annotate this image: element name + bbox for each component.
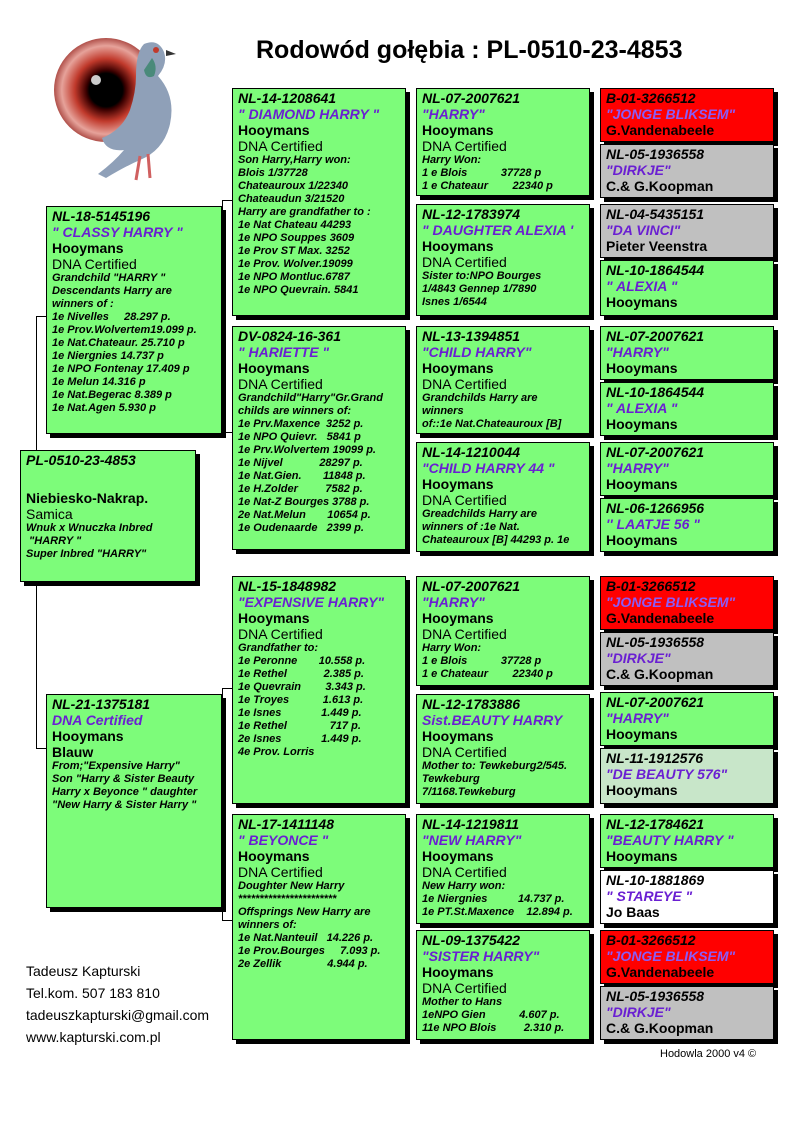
note: Harry Won: (422, 154, 482, 166)
great-grandparent-card (416, 694, 590, 804)
note: 1 e Blois 37728 p (422, 655, 542, 667)
owner: Hooymans (422, 610, 494, 626)
ring-number: B-01-3266512 (606, 932, 696, 948)
ancestor-card (600, 870, 774, 924)
note: 1e Prv.Maxence 3252 p. (238, 418, 364, 430)
note: 1 e Chateaur 22340 p (422, 180, 553, 192)
note: 1e Rethel 717 p. (238, 720, 361, 732)
pigeon-name: "BEAUTY HARRY " (606, 832, 734, 848)
contact-email[interactable]: tadeuszkapturski@gmail.com (26, 1007, 210, 1023)
sire-note: Descendants Harry are (52, 285, 172, 297)
dna-certified: DNA Certified (238, 376, 323, 392)
great-grandparent-card (416, 576, 590, 686)
ancestor-card (600, 692, 774, 746)
note: Mother to: Tewkeburg2/545. (422, 760, 568, 772)
note: 1e Troyes 1.613 p. (238, 694, 364, 706)
sire-note: 1e Nat.Begerac 8.389 p (52, 389, 172, 401)
note: 1e Nat Chateau 44293 (238, 219, 352, 231)
ring-number: NL-07-2007621 (422, 578, 521, 594)
note: 1e NPO Quievr. 5841 p (238, 431, 361, 443)
pigeon-name: "SISTER HARRY" (422, 948, 540, 964)
note: 1e Nat.Gien. 11848 p. (238, 470, 366, 482)
note: 1 e Chateaur 22340 p (422, 668, 553, 680)
owner: Hooymans (238, 610, 310, 626)
pigeon-name: " HARIETTE " (238, 344, 330, 360)
dna-certified: DNA Certified (422, 626, 507, 642)
subject-note: Wnuk x Wnuczka Inbred (26, 522, 153, 534)
pigeon-name: "DA VINCI" (606, 222, 681, 238)
dam-ring-number: NL-21-1375181 (52, 696, 151, 712)
ring-number: NL-17-1411148 (238, 816, 334, 832)
pigeon-name: " ALEXIA " (606, 400, 678, 416)
owner: C.& G.Koopman (606, 666, 714, 682)
contact-name: Tadeusz Kapturski (26, 963, 141, 979)
ancestor-card (600, 498, 774, 552)
ring-number: NL-12-1784621 (606, 816, 705, 832)
ring-number: NL-07-2007621 (606, 694, 705, 710)
page-title: Rodowód gołębia : PL-0510-23-4853 (256, 36, 683, 64)
note: 1e H.Zolder 7582 p. (238, 483, 363, 495)
footer-version: Hodowla 2000 v4 © (660, 1048, 757, 1060)
sire-note: winners of : (52, 298, 114, 310)
pigeon-with-eye-icon (48, 36, 196, 186)
ancestor-card (600, 260, 774, 316)
ring-number: NL-12-1783974 (422, 206, 521, 222)
pigeon-name: "DIRKJE" (606, 162, 671, 178)
great-grandparent-card (416, 88, 590, 196)
pigeon-name: "HARRY" (606, 710, 669, 726)
ring-number: NL-07-2007621 (606, 328, 705, 344)
sire-ring-number: NL-18-5145196 (52, 208, 151, 224)
ancestor-card (600, 382, 774, 436)
contact-phone: Tel.kom. 507 183 810 (26, 985, 160, 1001)
note: Greadchilds Harry are (422, 508, 537, 520)
ring-number: NL-05-1936558 (606, 146, 705, 162)
pigeon-name: "CHILD HARRY" (422, 344, 532, 360)
note: Blois 1/37728 (238, 167, 308, 179)
ring-number: B-01-3266512 (606, 578, 696, 594)
ring-number: NL-11-1912576 (606, 750, 704, 766)
note: Offsprings New Harry are (238, 906, 371, 918)
pigeon-name: "HARRY" (606, 460, 669, 476)
owner: Hooymans (606, 848, 678, 864)
dam-card (46, 694, 222, 908)
note: Chateauroux [B] 44293 p. 1e (422, 534, 570, 546)
ring-number: NL-14-1219811 (422, 816, 520, 832)
ring-number: NL-05-1936558 (606, 634, 705, 650)
note: 1e Peronne 10.558 p. (238, 655, 366, 667)
pigeon-name: "DIRKJE" (606, 1004, 671, 1020)
subject-note: "HARRY " (26, 535, 82, 547)
sire-card (46, 206, 222, 434)
note: 4e Prov. Lorris (238, 746, 315, 758)
dna-certified: DNA Certified (422, 254, 507, 270)
note: 1e Niergnies 14.737 p. (422, 893, 565, 905)
note: 1e NPO Montluc.6787 (238, 271, 350, 283)
pigeon-name: Sist.BEAUTY HARRY (422, 712, 563, 728)
dna-certified: DNA Certified (422, 744, 507, 760)
owner: Hooymans (238, 848, 310, 864)
ring-number: DV-0824-16-361 (238, 328, 341, 344)
pigeon-name: " BEYONCE " (238, 832, 329, 848)
owner: Hooymans (606, 532, 678, 548)
note: 1/4843 Gennep 1/7890 (422, 283, 537, 295)
note: Sister to:NPO Bourges (422, 270, 542, 282)
pigeon-name: " ALEXIA " (606, 278, 678, 294)
pigeon-name: "DE BEAUTY 576" (606, 766, 728, 782)
sire-note: 1e Prov.Wolvertem19.099 p. (52, 324, 197, 336)
note: 11e NPO Blois 2.310 p. (422, 1022, 565, 1034)
owner: Hooymans (422, 728, 494, 744)
owner: Hooymans (422, 964, 494, 980)
ring-number: NL-13-1394851 (422, 328, 521, 344)
owner: Hooymans (238, 122, 310, 138)
sire-owner: Hooymans (52, 240, 124, 256)
note: Chateauroux 1/22340 (238, 180, 349, 192)
sire-note: Grandchild "HARRY " (52, 272, 166, 284)
pigeon-name: " STAREYE " (606, 888, 693, 904)
dna-certified: DNA Certified (422, 980, 507, 996)
note: 1e Isnes 1.449 p. (238, 707, 362, 719)
note: winners of :1e Nat. (422, 521, 520, 533)
note: Doughter New Harry (238, 880, 345, 892)
ring-number: NL-07-2007621 (422, 90, 521, 106)
great-grandparent-card (416, 930, 590, 1040)
note: 1e Quevrain 3.343 p. (238, 681, 366, 693)
note: 1e Rethel 2.385 p. (238, 668, 364, 680)
note: 1e Prv.Wolvertem 19099 p. (238, 444, 376, 456)
ancestor-card (600, 814, 774, 868)
ring-number: NL-10-1864544 (606, 262, 705, 278)
note: of::1e Nat.Chateauroux [B] (422, 418, 562, 430)
note: 1 e Blois 37728 p (422, 167, 542, 179)
owner: Hooymans (606, 782, 678, 798)
owner: Hooymans (606, 294, 678, 310)
pigeon-name: "HARRY" (606, 344, 669, 360)
owner: Hooymans (606, 416, 678, 432)
note: 1e Nat.Nanteuil 14.226 p. (238, 932, 374, 944)
pigeon-name: "JONGE BLIKSEM" (606, 106, 736, 122)
ancestor-card (600, 326, 774, 380)
note: Harry are grandfather to : (238, 206, 371, 218)
owner: Pieter Veenstra (606, 238, 708, 254)
great-grandparent-card (416, 442, 590, 552)
ring-number: NL-14-1210044 (422, 444, 521, 460)
ring-number: NL-06-1266956 (606, 500, 705, 516)
sire-note: 1e Melun 14.316 p (52, 376, 146, 388)
ancestor-card (600, 442, 774, 496)
note: winners of: (238, 919, 297, 931)
owner: Hooymans (606, 360, 678, 376)
owner: G.Vandenabeele (606, 964, 715, 980)
subject-ring-number: PL-0510-23-4853 (26, 452, 136, 468)
ring-number: B-01-3266512 (606, 90, 696, 106)
dam-owner: Hooymans (52, 728, 124, 744)
ancestor-card (600, 986, 774, 1040)
dna-certified: DNA Certified (238, 864, 323, 880)
owner: G.Vandenabeele (606, 610, 715, 626)
subject-pigeon-card (20, 450, 196, 582)
ring-number: NL-15-1848982 (238, 578, 337, 594)
note: winners (422, 405, 464, 417)
note: 1eNPO Gien 4.607 p. (422, 1009, 560, 1021)
ancestor-card (600, 748, 774, 804)
dna-certified: DNA Certified (238, 138, 323, 154)
ring-number: NL-04-5435151 (606, 206, 705, 222)
dam-color: Blauw (52, 744, 94, 760)
note: 2e Nat.Melun 10654 p. (238, 509, 371, 521)
grandparent-card (232, 814, 406, 1040)
dam-note: Harry x Beyonce " daughter (52, 786, 198, 798)
sire-note: 1e NPO Fontenay 17.409 p (52, 363, 190, 375)
note: New Harry won: (422, 880, 506, 892)
note: Tewkeburg (422, 773, 480, 785)
great-grandparent-card (416, 326, 590, 434)
pigeon-name: "EXPENSIVE HARRY" (238, 594, 385, 610)
ancestor-card (600, 930, 774, 984)
contact-website[interactable]: www.kapturski.com.pl (26, 1029, 161, 1045)
dna-certified: DNA Certified (422, 138, 507, 154)
dna-certified: DNA Certified (422, 376, 507, 392)
sire-name: " CLASSY HARRY " (52, 224, 183, 240)
note: Chateaudun 3/21520 (238, 193, 345, 205)
ring-number: NL-07-2007621 (606, 444, 705, 460)
dam-note: "New Harry & Sister Harry " (52, 799, 197, 811)
ring-number: NL-09-1375422 (422, 932, 521, 948)
owner: Jo Baas (606, 904, 660, 920)
note: Grandchild"Harry"Gr.Grand (238, 392, 383, 404)
ring-number: NL-10-1881869 (606, 872, 705, 888)
owner: G.Vandenabeele (606, 122, 715, 138)
note: childs are winners of: (238, 405, 352, 417)
note: Grandchilds Harry are (422, 392, 538, 404)
pigeon-name: "NEW HARRY" (422, 832, 522, 848)
owner: Hooymans (606, 726, 678, 742)
note: *********************** (238, 893, 337, 905)
owner: Hooymans (422, 360, 494, 376)
pigeon-name: " DAUGHTER ALEXIA ' (422, 222, 574, 238)
note: 1e Nijvel 28297 p. (238, 457, 363, 469)
great-grandparent-card (416, 814, 590, 924)
dna-certified: DNA Certified (422, 492, 507, 508)
dam-note: From;"Expensive Harry" (52, 760, 180, 772)
pigeon-name: "CHILD HARRY 44 " (422, 460, 555, 476)
note: Harry Won: (422, 642, 482, 654)
note: 1e Nat-Z Bourges 3788 p. (238, 496, 370, 508)
sire-note: 1e Nat.Chateaur. 25.710 p (52, 337, 185, 349)
subject-color: Niebiesko-Nakrap. (26, 490, 149, 506)
owner: Hooymans (422, 848, 494, 864)
pigeon-name: "JONGE BLIKSEM" (606, 948, 736, 964)
pigeon-name: " DIAMOND HARRY " (238, 106, 380, 122)
note: 1e PT.St.Maxence 12.894 p. (422, 906, 573, 918)
sire-dna: DNA Certified (52, 256, 137, 272)
ancestor-card (600, 576, 774, 630)
dam-note: Son "Harry & Sister Beauty (52, 773, 195, 785)
note: 1e NPO Quevrain. 5841 (238, 284, 359, 296)
note: Isnes 1/6544 (422, 296, 487, 308)
owner: C.& G.Koopman (606, 1020, 714, 1036)
pigeon-name: "HARRY" (422, 106, 485, 122)
grandparent-card (232, 326, 406, 550)
grandparent-card (232, 576, 406, 804)
ring-number: NL-14-1208641 (238, 90, 337, 106)
pigeon-name: "HARRY" (422, 594, 485, 610)
ring-number: NL-05-1936558 (606, 988, 705, 1004)
dam-name: DNA Certified (52, 712, 143, 728)
contact-block (26, 960, 209, 1048)
subject-sex: Samica (26, 506, 73, 522)
subject-note: Super Inbred "HARRY" (26, 548, 147, 560)
owner: Hooymans (422, 122, 494, 138)
owner: Hooymans (422, 476, 494, 492)
sire-note: 1e Nivelles 28.297 p. (52, 311, 171, 323)
pigeon-name: "JONGE BLIKSEM" (606, 594, 736, 610)
ancestor-card (600, 88, 774, 142)
note: 1e Oudenaarde 2399 p. (238, 522, 364, 534)
pigeon-name: "DIRKJE" (606, 650, 671, 666)
note: 1e Prov. Wolver.19099 (238, 258, 353, 270)
note: Son Harry,Harry won: (238, 154, 351, 166)
ring-number: NL-10-1864544 (606, 384, 705, 400)
ancestor-card (600, 632, 774, 686)
dna-certified: DNA Certified (422, 864, 507, 880)
pigeon-name: '' LAATJE 56 " (606, 516, 700, 532)
note: Mother to Hans (422, 996, 503, 1008)
note: 1e Prov ST Max. 3252 (238, 245, 350, 257)
owner: Hooymans (606, 476, 678, 492)
note: 2e Isnes 1.449 p. (238, 733, 362, 745)
sire-note: 1e Nat.Agen 5.930 p (52, 402, 156, 414)
dna-certified: DNA Certified (238, 626, 323, 642)
note: 2e Zellik 4.944 p. (238, 958, 368, 970)
note: 1e NPO Souppes 3609 (238, 232, 355, 244)
note: 7/1168.Tewkeburg (422, 786, 516, 798)
owner: Hooymans (422, 238, 494, 254)
ring-number: NL-12-1783886 (422, 696, 521, 712)
ancestor-card (600, 144, 774, 198)
sire-note: 1e Niergnies 14.737 p (52, 350, 164, 362)
owner: C.& G.Koopman (606, 178, 714, 194)
note: 1e Prov.Bourges 7.093 p. (238, 945, 381, 957)
note: Grandfather to: (238, 642, 319, 654)
great-grandparent-card (416, 204, 590, 316)
ancestor-card (600, 204, 774, 258)
owner: Hooymans (238, 360, 310, 376)
grandparent-card (232, 88, 406, 316)
